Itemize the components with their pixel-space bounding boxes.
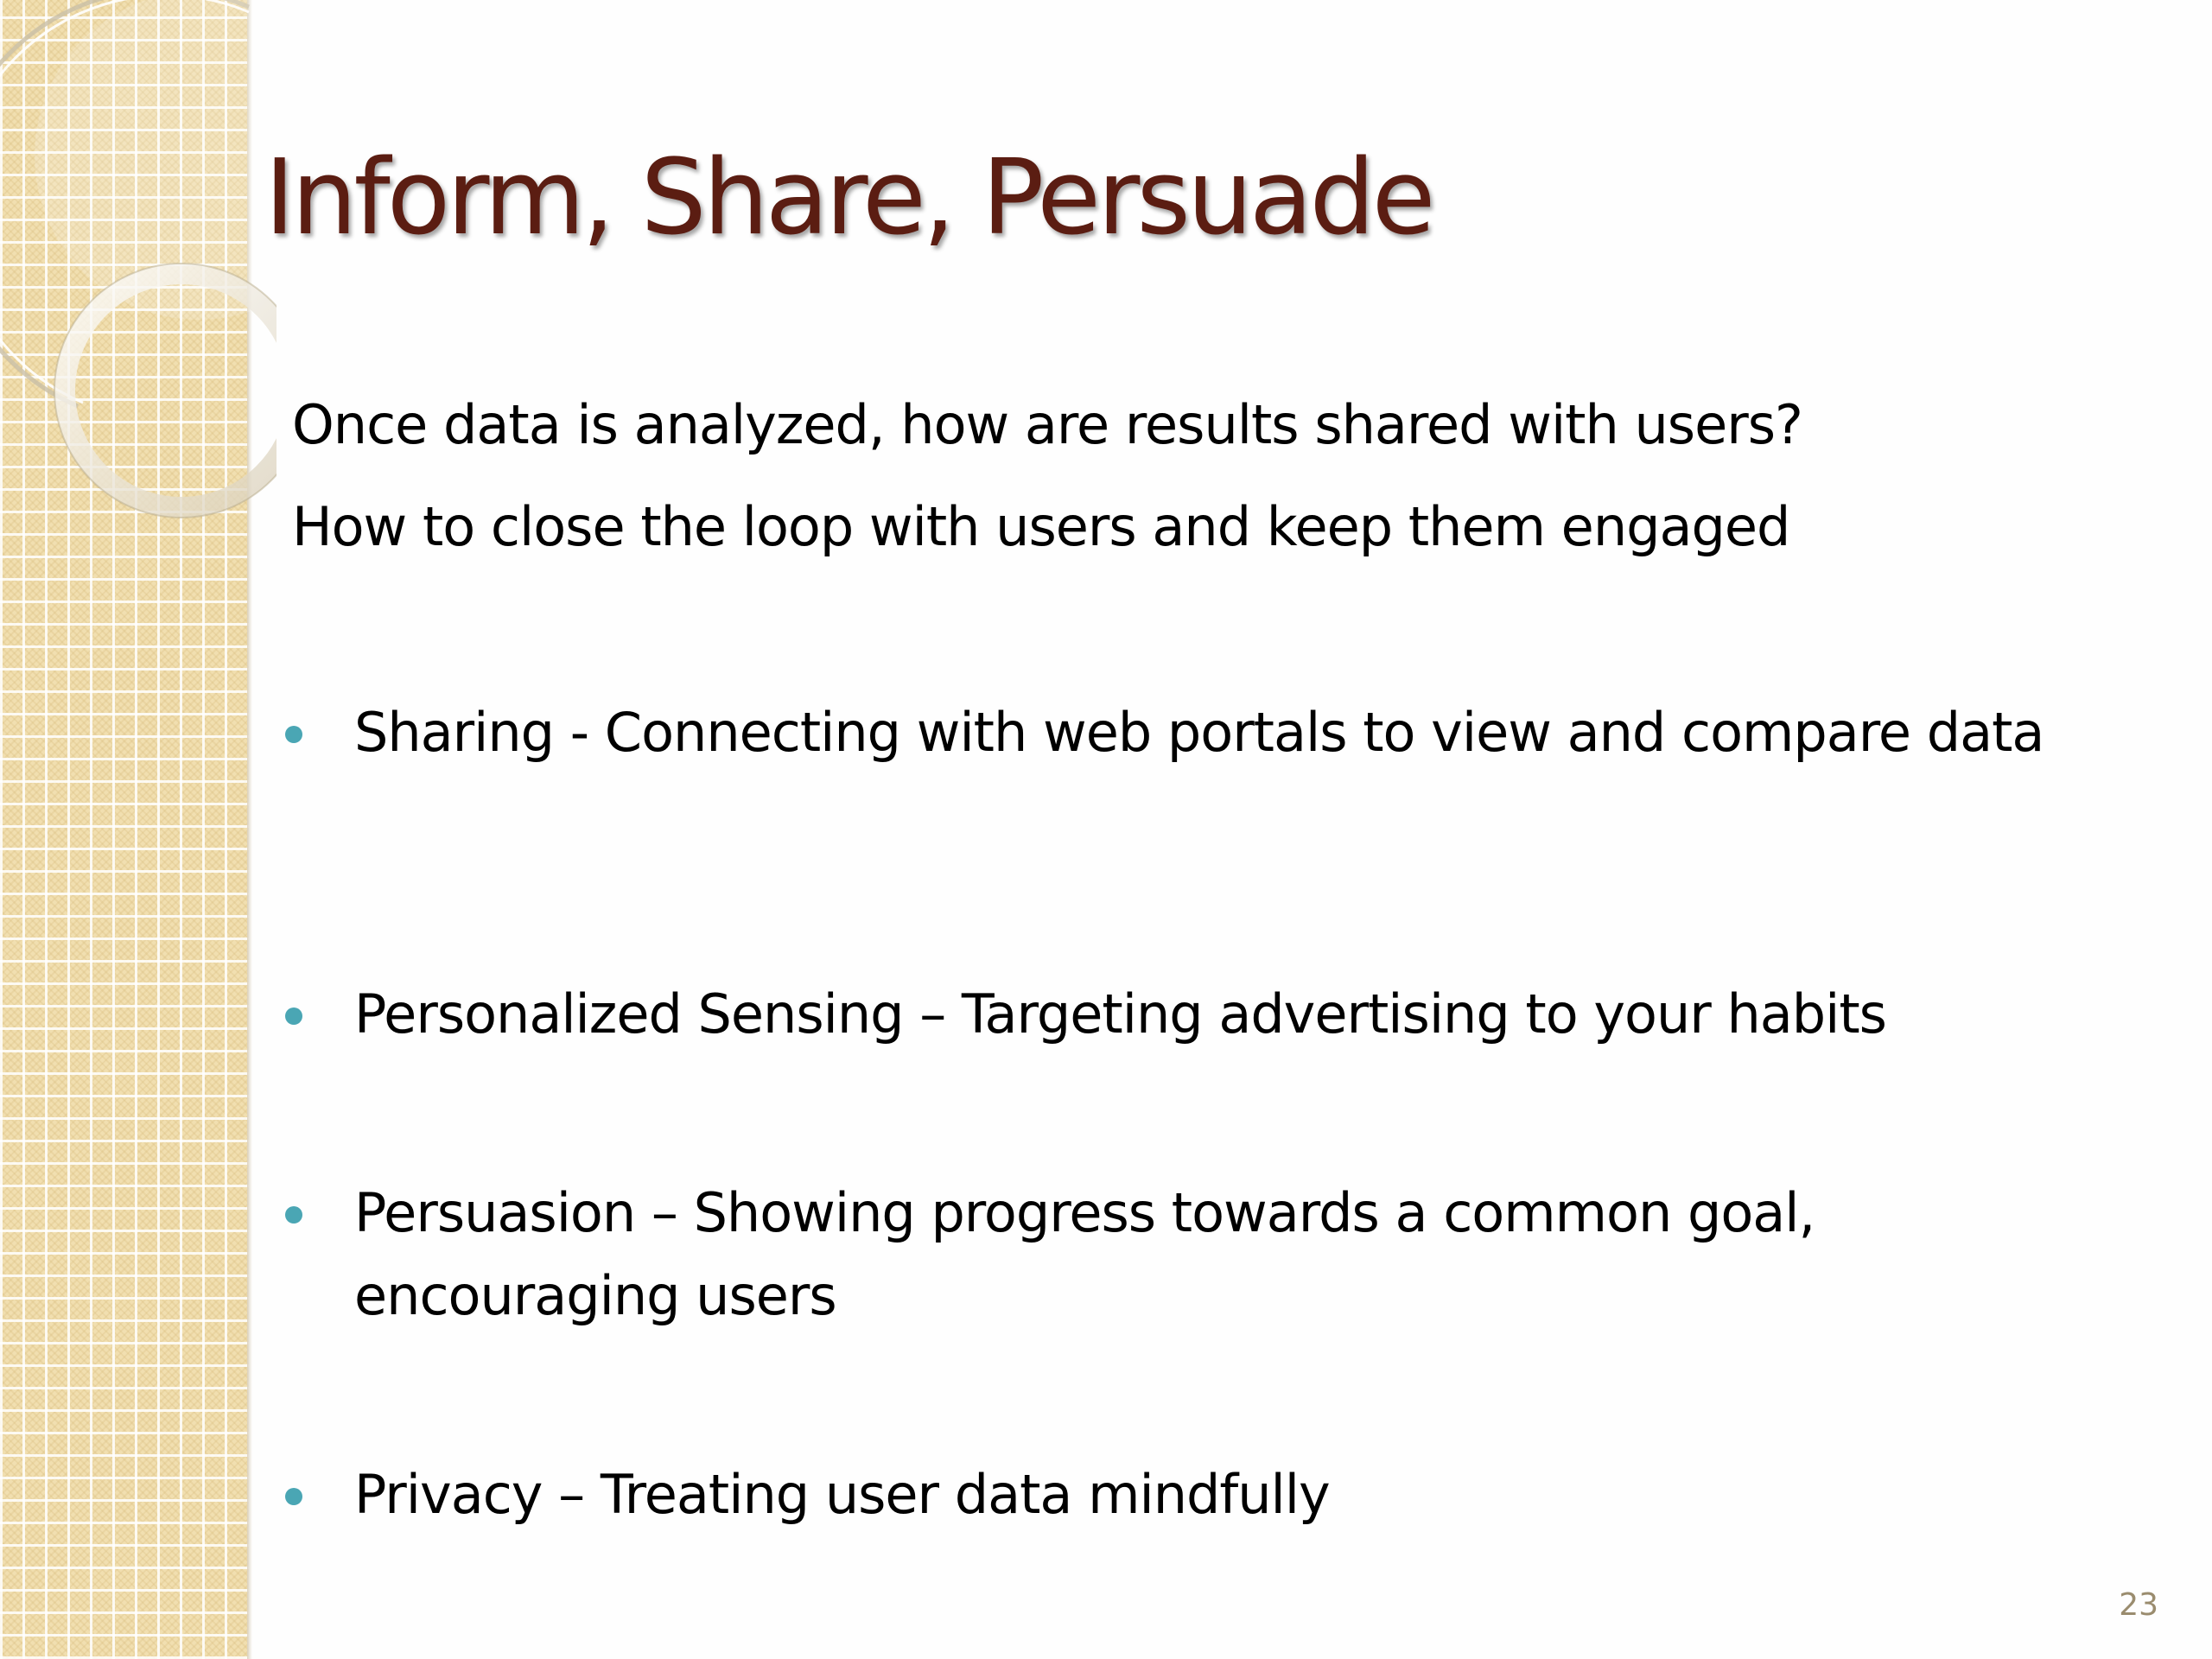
bullet-text: Sharing - Connecting with web portals to view and compare data — [354, 701, 2044, 764]
intro-line: How to close the loop with users and keep them engaged — [292, 495, 1790, 558]
bullet-dot-icon — [285, 1206, 302, 1224]
bullet-dot-icon — [285, 726, 302, 743]
intro-line: Once data is analyzed, how are results shared with users? — [292, 393, 1802, 456]
page-number: 23 — [2119, 1587, 2158, 1623]
bullet-dot-icon — [285, 1007, 302, 1025]
decorative-rings — [0, 0, 276, 553]
bullet-text: Privacy – Treating user data mindfully — [354, 1463, 1330, 1526]
intro-text — [292, 380, 2107, 584]
bullet-text: Personalized Sensing – Targeting advertising to your habits — [354, 982, 1886, 1046]
slide-title: Inform, Share, Persuade — [264, 138, 1433, 258]
bullet-text: Persuasion – Showing progress towards a common goal, encouraging users — [354, 1181, 1815, 1327]
bullet-dot-icon — [285, 1488, 302, 1505]
